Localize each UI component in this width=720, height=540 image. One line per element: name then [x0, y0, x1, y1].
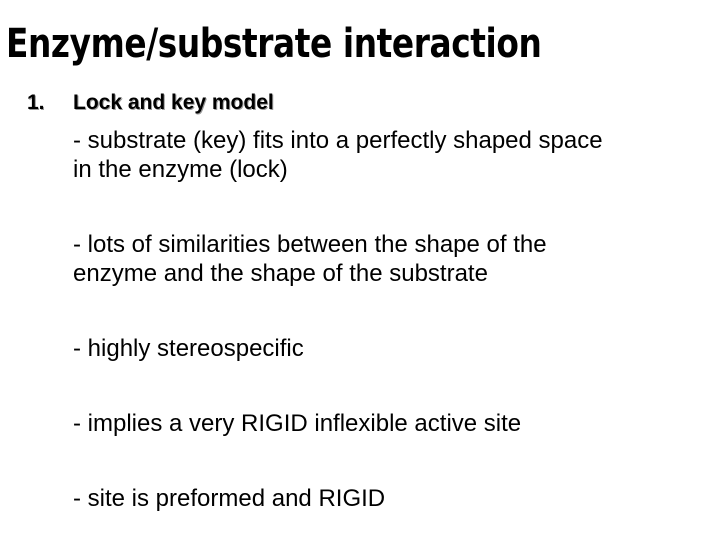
point-line: - substrate (key) fits into a perfectly shaped space — [73, 127, 603, 154]
list-item-heading — [27, 90, 274, 116]
slide-title: Enzyme/substrate interaction — [6, 21, 542, 67]
list-item-title: Lock and key model — [73, 91, 274, 114]
point-line: in the enzyme (lock) — [73, 156, 288, 183]
point-line: enzyme and the shape of the substrate — [73, 260, 488, 287]
list-item-number: 1. — [27, 91, 45, 114]
point-list — [73, 126, 703, 513]
point-item — [73, 334, 703, 409]
point-line: - site is preformed and RIGID — [73, 485, 386, 512]
point-line: - implies a very RIGID inflexible active site — [73, 410, 522, 437]
point-line: - highly stereospecific — [73, 335, 304, 362]
point-item — [73, 409, 703, 484]
point-line: - lots of similarities between the shape of the — [73, 231, 547, 258]
point-item — [73, 230, 703, 334]
point-item — [73, 484, 703, 513]
point-item — [73, 126, 703, 230]
